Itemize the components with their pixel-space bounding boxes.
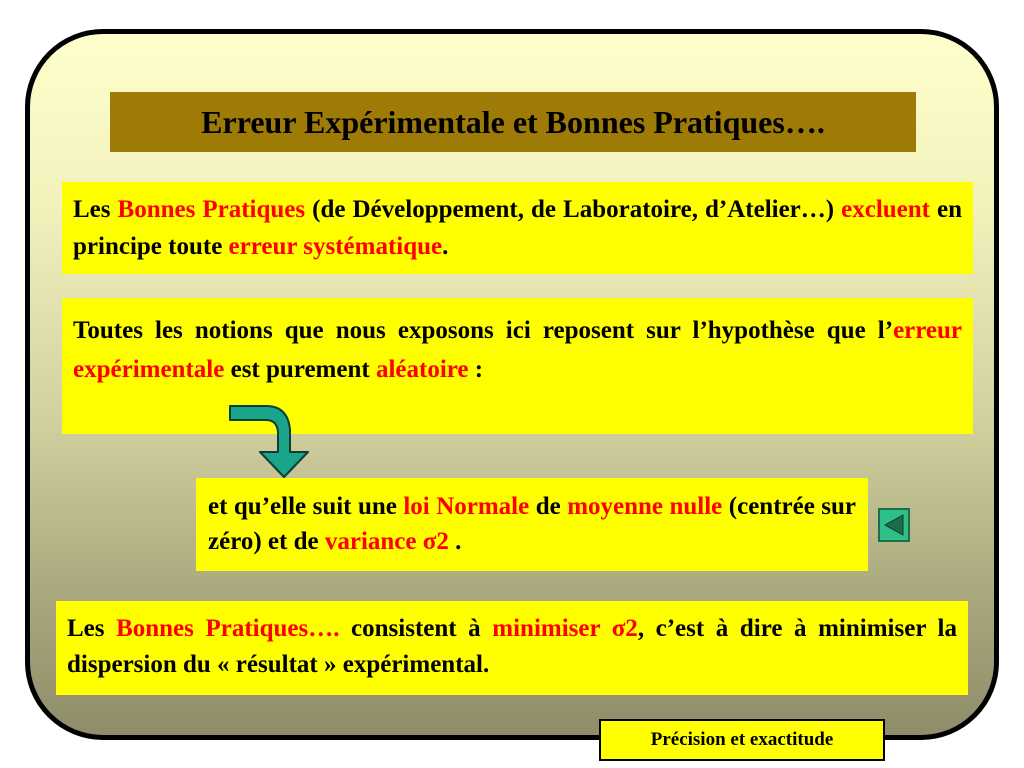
box3-highlight: moyenne nulle bbox=[567, 493, 723, 520]
box4-text: Les bbox=[67, 615, 117, 642]
box3-text: et qu’elle suit une bbox=[208, 493, 404, 520]
box3-text: (centrée sur zéro) et de bbox=[208, 493, 857, 555]
box3-highlight: variance σ2 bbox=[324, 528, 449, 555]
box2-text: Toutes les notions que nous exposons ici reposent sur l’hypothèse que l’ bbox=[73, 317, 894, 344]
box1-highlight: erreur systématique bbox=[228, 233, 443, 260]
triangle-left-icon bbox=[883, 513, 905, 537]
box1-text: . bbox=[442, 233, 449, 260]
box3-highlight: loi Normale bbox=[403, 493, 530, 520]
box3-text: de bbox=[529, 493, 568, 520]
curved-down-arrow-icon bbox=[226, 400, 318, 480]
box2-text: : bbox=[468, 356, 484, 383]
box4-highlight: minimiser σ2 bbox=[492, 615, 638, 642]
box2-text: est purement bbox=[224, 356, 376, 383]
footer-label: Précision et exactitude bbox=[599, 719, 885, 761]
box1-text: Les bbox=[73, 196, 118, 223]
slide-title-box bbox=[110, 92, 916, 152]
box2-highlight: aléatoire bbox=[375, 356, 469, 383]
box1-text: (de Développement, de Laboratoire, d’Atelier…) bbox=[305, 196, 842, 223]
box1-text: en principe toute bbox=[73, 196, 963, 260]
minimiser-box bbox=[56, 601, 968, 695]
box1-highlight: excluent bbox=[841, 196, 930, 223]
hypothese-box bbox=[62, 298, 973, 434]
box2-highlight: erreur expérimentale bbox=[73, 317, 962, 383]
back-nav-button[interactable] bbox=[878, 508, 910, 542]
box4-text: consistent à bbox=[339, 615, 493, 642]
box4-highlight: Bonnes Pratiques…. bbox=[116, 615, 340, 642]
loi-normale-box bbox=[196, 478, 868, 571]
box3-text: . bbox=[448, 528, 462, 555]
box4-text: , c’est à dire à minimiser la dispersion du « résultat » expérimental. bbox=[67, 615, 957, 678]
bonnes-pratiques-box bbox=[62, 182, 973, 274]
box1-highlight: Bonnes Pratiques bbox=[117, 196, 306, 223]
slide-title: Erreur Expérimentale et Bonnes Pratiques…. bbox=[201, 103, 825, 140]
